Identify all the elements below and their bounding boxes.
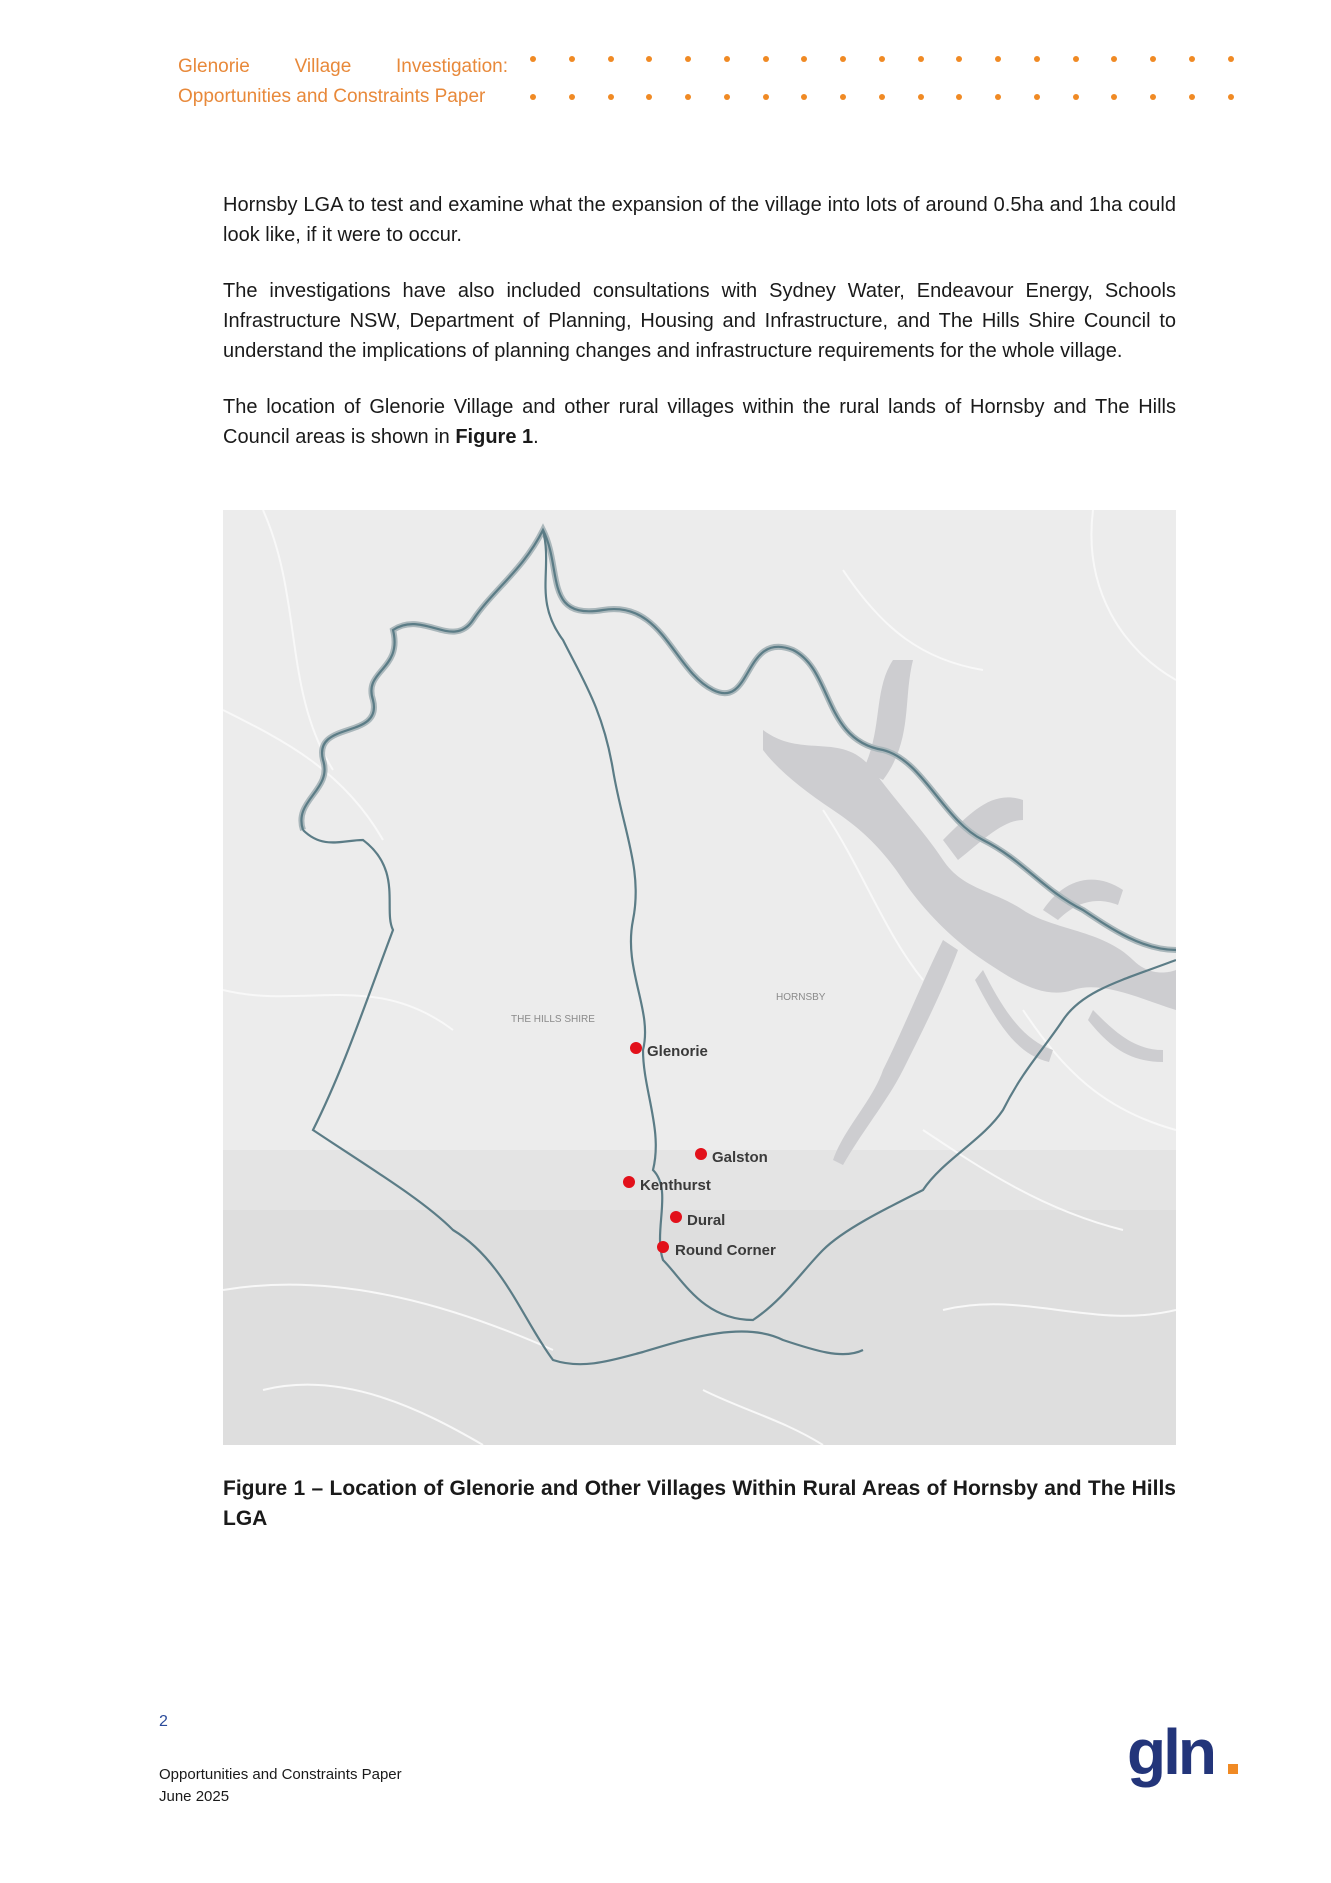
decoration-dot: [646, 94, 652, 100]
decoration-dot: [1189, 94, 1195, 100]
label-the-hills-shire: THE HILLS SHIRE: [511, 1014, 595, 1025]
decoration-dot: [840, 56, 846, 62]
decoration-dot: [1228, 94, 1234, 100]
village-label: Dural: [687, 1212, 726, 1229]
decoration-dot: [1111, 56, 1117, 62]
decoration-dot: [1034, 56, 1040, 62]
decoration-dot: [1150, 94, 1156, 100]
village-label: Round Corner: [675, 1242, 776, 1259]
decoration-dot: [1073, 94, 1079, 100]
figure-reference[interactable]: Figure 1: [455, 426, 534, 448]
decoration-dot: [608, 56, 614, 62]
decoration-dot: [530, 94, 536, 100]
label-hornsby: HORNSBY: [776, 992, 826, 1003]
village-marker: [657, 1241, 669, 1253]
decoration-dot: [879, 56, 885, 62]
header-word: Investigation:: [396, 56, 508, 77]
decoration-dot: [724, 56, 730, 62]
map-svg: [223, 510, 1176, 1445]
decoration-dot: [685, 94, 691, 100]
paragraph: [223, 392, 1176, 452]
decoration-dot: [918, 94, 924, 100]
decoration-dot: [569, 56, 575, 62]
footer-date: June 2025: [159, 1788, 230, 1805]
footer: [159, 1764, 402, 1808]
decoration-dot: [879, 94, 885, 100]
decoration-dot: [685, 56, 691, 62]
dot-row: [530, 94, 1234, 100]
decoration-dot: [801, 56, 807, 62]
paragraph: The investigations have also included consultations with Sydney Water, Endeavour Energy, Schools Infrastructure NSW, Department of Planning, Housing and Infrastructure, and The Hills Shire Council to understand the implications of planning changes and infrastructure requirements for the whole village.: [223, 280, 1176, 362]
decoration-dot: [763, 56, 769, 62]
decoration-dot: [724, 94, 730, 100]
village-label: Kenthurst: [640, 1177, 711, 1194]
decoration-dot: [1150, 56, 1156, 62]
body-text: [223, 190, 1176, 478]
header-word: Glenorie: [178, 56, 250, 77]
decoration-dot: [1189, 56, 1195, 62]
page-number: 2: [159, 1713, 168, 1730]
village-label: Glenorie: [647, 1043, 708, 1060]
decoration-dot: [918, 56, 924, 62]
logo-text: gln: [1127, 1718, 1214, 1788]
decoration-dot: [956, 94, 962, 100]
header-word: Village: [294, 56, 352, 77]
decoration-dot: [995, 56, 1001, 62]
paragraph: Hornsby LGA to test and examine what the expansion of the village into lots of around 0.5ha and 1ha could look like, if it were to occur.: [223, 194, 1176, 246]
location-map: [223, 510, 1176, 1445]
footer-doc-title: Opportunities and Constraints Paper: [159, 1766, 402, 1783]
logo-dot: [1228, 1764, 1238, 1774]
decoration-dot: [530, 56, 536, 62]
decoration-dot: [608, 94, 614, 100]
gln-logo: [1125, 1718, 1245, 1798]
decoration-dot: [956, 56, 962, 62]
decoration-dot: [801, 94, 807, 100]
decoration-dot: [763, 94, 769, 100]
village-marker: [623, 1176, 635, 1188]
decoration-dot: [840, 94, 846, 100]
figure-caption: Figure 1 – Location of Glenorie and Other Villages Within Rural Areas of Hornsby and The Hills LGA: [223, 1477, 1176, 1530]
gln-logo-mark: [1125, 1718, 1245, 1798]
village-label: Galston: [712, 1149, 768, 1166]
decoration-dot: [1228, 56, 1234, 62]
paragraph-text: The location of Glenorie Village and other rural villages within the rural lands of Hornsby and The Hills Council areas is shown in: [223, 396, 1176, 448]
village-marker: [630, 1042, 642, 1054]
village-marker: [670, 1211, 682, 1223]
village-marker: [695, 1148, 707, 1160]
decoration-dot: [569, 94, 575, 100]
decoration-dot: [1111, 94, 1117, 100]
decoration-dot: [1034, 94, 1040, 100]
decoration-dot: [995, 94, 1001, 100]
header-dots-decoration: [530, 56, 1234, 106]
dot-row: [530, 56, 1234, 62]
header-subtitle: Opportunities and Constraints Paper: [178, 86, 486, 107]
paragraph-text: .: [533, 426, 539, 448]
decoration-dot: [1073, 56, 1079, 62]
header-title: [178, 52, 508, 112]
decoration-dot: [646, 56, 652, 62]
